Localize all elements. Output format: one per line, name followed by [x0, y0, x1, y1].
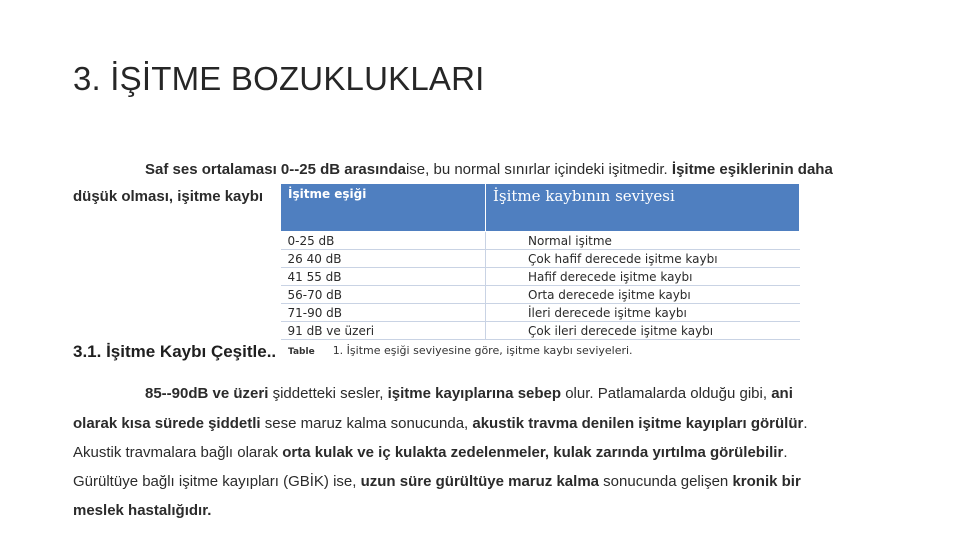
section-line-2	[73, 415, 808, 432]
section-line-4	[73, 473, 801, 490]
intro-normal-text: ise, bu normal sınırlar içindeki işitmedir.	[405, 161, 672, 178]
hearing-loss-table	[280, 183, 800, 340]
section-line-3	[73, 444, 787, 461]
table-caption	[288, 344, 633, 357]
normal-text: Gürültüye bağlı işitme kayıpları (GBİK) ise,	[73, 473, 361, 490]
intro-line-2: düşük olması, işitme kaybı	[73, 188, 264, 205]
hearing-loss-table-image	[280, 183, 800, 355]
normal-text: sonucunda gelişen	[599, 473, 733, 490]
intro-bold-range: Saf ses ortalaması 0--25 dB arasında	[145, 161, 406, 178]
bold-text: akustik travma denilen işitme kayıpları görülür	[472, 415, 804, 432]
bold-text: kronik bir	[732, 473, 801, 490]
level-cell: Hafif derecede işitme kaybı	[486, 268, 800, 286]
level-cell: Çok hafif derecede işitme kaybı	[486, 250, 800, 268]
bold-text: orta kulak ve iç kulakta zedelenmeler, kulak zarında yırtılma görülebilir	[282, 444, 784, 461]
section-line-1	[145, 385, 793, 402]
table-row	[281, 250, 800, 268]
normal-text: olur. Patlamalarda olduğu gibi,	[561, 385, 772, 402]
threshold-cell: 56-70 dB	[281, 286, 486, 304]
table-row	[281, 232, 800, 250]
threshold-cell: 26 40 dB	[281, 250, 486, 268]
level-cell: İleri derecede işitme kaybı	[486, 304, 800, 322]
normal-text: şiddetteki sesler,	[272, 385, 388, 402]
level-cell: Çok ileri derecede işitme kaybı	[486, 322, 800, 340]
section-heading: 3.1. İşitme Kaybı Çeşitle..	[73, 342, 277, 361]
bold-text: işitme kayıplarına sebep	[387, 385, 562, 402]
slide-title: 3. İŞİTME BOZUKLUKLARI	[73, 60, 485, 97]
threshold-cell: 0-25 dB	[281, 232, 486, 250]
caption-text: 1. İşitme eşiği seviyesine göre, işitme kaybı seviyeleri.	[332, 344, 633, 357]
bold-text: olarak kısa sürede şiddetli	[73, 415, 261, 432]
table-row	[281, 268, 800, 286]
table-row	[281, 322, 800, 340]
bold-text: ani	[771, 385, 793, 402]
table-header-row	[281, 184, 800, 232]
caption-label: Table	[288, 347, 315, 357]
level-cell: Normal işitme	[486, 232, 800, 250]
intro-line-1	[145, 161, 833, 178]
normal-text: .	[783, 444, 788, 461]
threshold-cell: 41 55 dB	[281, 268, 486, 286]
header-loss-level: İşitme kaybının seviyesi	[486, 184, 800, 232]
normal-text: .	[803, 415, 808, 432]
bold-text: 85--90dB ve üzeri	[145, 385, 273, 402]
table-row	[281, 304, 800, 322]
table-row	[281, 286, 800, 304]
header-threshold: İşitme eşiği	[281, 184, 486, 232]
section-line-5: meslek hastalığıdır.	[73, 502, 212, 519]
level-cell: Orta derecede işitme kaybı	[486, 286, 800, 304]
intro-bold-thresholds: İşitme eşiklerinin daha	[671, 161, 833, 178]
normal-text: Akustik travmalara bağlı olarak	[73, 444, 283, 461]
bold-text: uzun süre gürültüye maruz kalma	[360, 473, 599, 490]
normal-text: sese maruz kalma sonucunda,	[260, 415, 473, 432]
threshold-cell: 71-90 dB	[281, 304, 486, 322]
threshold-cell: 91 dB ve üzeri	[281, 322, 486, 340]
